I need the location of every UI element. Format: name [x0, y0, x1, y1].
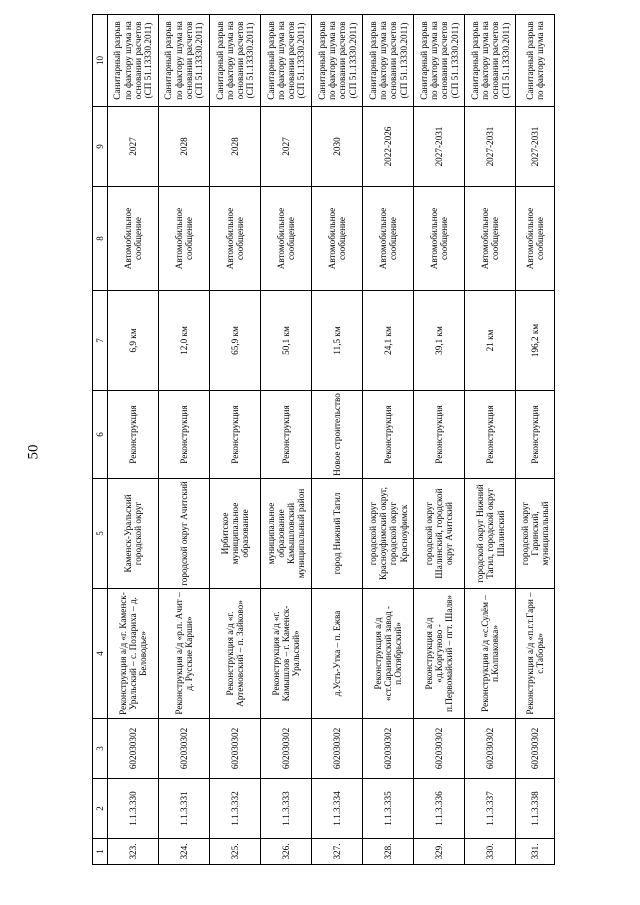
column-header: 2: [93, 779, 108, 839]
cell-length: 39,1 км: [414, 291, 465, 391]
table-row: [363, 15, 414, 865]
cell-period: 2027-2031: [414, 107, 465, 187]
cell-length: 50,1 км: [261, 291, 312, 391]
cell-location: городской округ Гаринский, муниципальный: [516, 479, 555, 589]
cell-purpose: Автомобильное сообщение: [108, 187, 159, 291]
cell-work-type: Новое строительство: [312, 391, 363, 479]
cell-location: Ирбитское муниципальное образование: [210, 479, 261, 589]
page-number: 50: [25, 444, 42, 460]
cell-classifier: 602030302: [108, 719, 159, 779]
cell-code: 1.1.3.334: [312, 779, 363, 839]
cell-period: 2027-2031: [465, 107, 516, 187]
cell-work-type: Реконструкция: [363, 391, 414, 479]
cell-classifier: 602030302: [414, 719, 465, 779]
cell-period: 2027: [261, 107, 312, 187]
column-header: 6: [93, 391, 108, 479]
cell-classifier: 602030302: [312, 719, 363, 779]
table-row: [465, 15, 516, 865]
cell-purpose: Автомобильное сообщение: [465, 187, 516, 291]
cell-classifier: 602030302: [210, 719, 261, 779]
cell-length: 24,1 км: [363, 291, 414, 391]
cell-code: 1.1.3.337: [465, 779, 516, 839]
column-header: 3: [93, 719, 108, 779]
table-row: [261, 15, 312, 865]
cell-work-type: Реконструкция: [210, 391, 261, 479]
cell-location: муниципальное образование Камышловский муниципальный район: [261, 479, 312, 589]
cell-location: Каменск-Уральский городской округ: [108, 479, 159, 589]
column-header: 5: [93, 479, 108, 589]
cell-period: 2028: [159, 107, 210, 187]
cell-object-name: Реконструкция а/д «д.Коргуново - п.Первомайский – пгт. Шаля»: [414, 589, 465, 719]
cell-period: 2030: [312, 107, 363, 187]
cell-period: 2022-2026: [363, 107, 414, 187]
cell-length: 11,5 км: [312, 291, 363, 391]
column-header: 1: [93, 839, 108, 865]
data-table: [92, 14, 555, 865]
cell-purpose: Автомобильное сообщение: [159, 187, 210, 291]
cell-purpose: Автомобильное сообщение: [414, 187, 465, 291]
cell-code: 1.1.3.331: [159, 779, 210, 839]
table-body: [93, 15, 555, 865]
cell-work-type: Реконструкция: [108, 391, 159, 479]
cell-classifier: 602030302: [363, 719, 414, 779]
cell-classifier: 602030302: [465, 719, 516, 779]
column-header: 4: [93, 589, 108, 719]
cell-row-number: 325.: [210, 839, 261, 865]
cell-purpose: Автомобильное сообщение: [363, 187, 414, 291]
rotated-table-container: [92, 15, 555, 865]
cell-zone-note: Санитарный разрыв по фактору шума на основании расчетов (СП 51.13330.2011): [363, 15, 414, 107]
cell-work-type: Реконструкция: [516, 391, 555, 479]
cell-purpose: Автомобильное сообщение: [210, 187, 261, 291]
cell-row-number: 327.: [312, 839, 363, 865]
cell-zone-note: Санитарный разрыв по фактору шума на основании расчетов (СП 51.13330.2011): [312, 15, 363, 107]
cell-code: 1.1.3.333: [261, 779, 312, 839]
cell-length: 12,0 км: [159, 291, 210, 391]
cell-code: 1.1.3.335: [363, 779, 414, 839]
cell-classifier: 602030302: [516, 719, 555, 779]
cell-zone-note: Санитарный разрыв по фактору шума на: [516, 15, 555, 107]
column-header: 7: [93, 291, 108, 391]
cell-row-number: 329.: [414, 839, 465, 865]
cell-row-number: 330.: [465, 839, 516, 865]
cell-zone-note: Санитарный разрыв по фактору шума на основании расчетов (СП 51.13330.2011): [261, 15, 312, 107]
cell-work-type: Реконструкция: [261, 391, 312, 479]
cell-code: 1.1.3.332: [210, 779, 261, 839]
table-row: [108, 15, 159, 865]
cell-row-number: 324.: [159, 839, 210, 865]
table-row: [159, 15, 210, 865]
cell-row-number: 328.: [363, 839, 414, 865]
cell-work-type: Реконструкция: [414, 391, 465, 479]
cell-location: городской округ Красноуфимский округ, городской округ Красноуфимск: [363, 479, 414, 589]
cell-zone-note: Санитарный разрыв по фактору шума на основании расчетов (СП 51.13330.2011): [159, 15, 210, 107]
cell-code: 1.1.3.338: [516, 779, 555, 839]
table-row: [210, 15, 261, 865]
cell-object-name: Реконструкция а/д «р.п. Ачит – д. Русские Карши»: [159, 589, 210, 719]
cell-object-name: Реконструкция а/д «п.г.т.Гари – с.Таборы»: [516, 589, 555, 719]
cell-period: 2028: [210, 107, 261, 187]
cell-period: 2027-2031: [516, 107, 555, 187]
cell-code: 1.1.3.330: [108, 779, 159, 839]
cell-length: 65,9 км: [210, 291, 261, 391]
cell-row-number: 331.: [516, 839, 555, 865]
cell-object-name: Реконструкция а/д «г. Артемовский – п. Зайково»: [210, 589, 261, 719]
cell-object-name: д.Усть-Утка – п. Ежва: [312, 589, 363, 719]
table-row: [312, 15, 363, 865]
cell-work-type: Реконструкция: [159, 391, 210, 479]
cell-zone-note: Санитарный разрыв по фактору шума на основании расчетов (СП 51.13330.2011): [414, 15, 465, 107]
cell-object-name: Реконструкция а/д «г. Камышлов – г. Каменск-Уральский»: [261, 589, 312, 719]
cell-object-name: Реконструкция а/д «с.Сулём – п.Колпаковка»: [465, 589, 516, 719]
cell-object-name: Реконструкция а/д «г. Каменск-Уральский – с. Позариха – д. Беловодье»: [108, 589, 159, 719]
cell-zone-note: Санитарный разрыв по фактору шума на основании расчетов (СП 51.13330.2011): [108, 15, 159, 107]
table-row: [414, 15, 465, 865]
cell-length: 6,9 км: [108, 291, 159, 391]
cell-length: 21 км: [465, 291, 516, 391]
cell-location: городской округ Нижний Тагил, городской округ Шалинский: [465, 479, 516, 589]
cell-work-type: Реконструкция: [465, 391, 516, 479]
cell-location: городской округ Ачитский: [159, 479, 210, 589]
table-row: [516, 15, 555, 865]
cell-location: городской округ Шалинский, городской округ Ачитский: [414, 479, 465, 589]
cell-location: город Нижний Тагил: [312, 479, 363, 589]
column-header: 10: [93, 15, 108, 107]
cell-length: 196,2 км: [516, 291, 555, 391]
header-row: [93, 15, 108, 865]
cell-purpose: Автомобильное сообщение: [516, 187, 555, 291]
cell-row-number: 323.: [108, 839, 159, 865]
cell-purpose: Автомобильное сообщение: [312, 187, 363, 291]
cell-object-name: Реконструкция а/д «ст.Саранинский завод - п.Октябрьский»: [363, 589, 414, 719]
cell-classifier: 602030302: [159, 719, 210, 779]
cell-period: 2027: [108, 107, 159, 187]
cell-zone-note: Санитарный разрыв по фактору шума на основании расчетов (СП 51.13330.2011): [465, 15, 516, 107]
cell-zone-note: Санитарный разрыв по фактору шума на основании расчетов (СП 51.13330.2011): [210, 15, 261, 107]
cell-classifier: 602030302: [261, 719, 312, 779]
cell-row-number: 326.: [261, 839, 312, 865]
column-header: 9: [93, 107, 108, 187]
cell-code: 1.1.3.336: [414, 779, 465, 839]
column-header: 8: [93, 187, 108, 291]
cell-purpose: Автомобильное сообщение: [261, 187, 312, 291]
